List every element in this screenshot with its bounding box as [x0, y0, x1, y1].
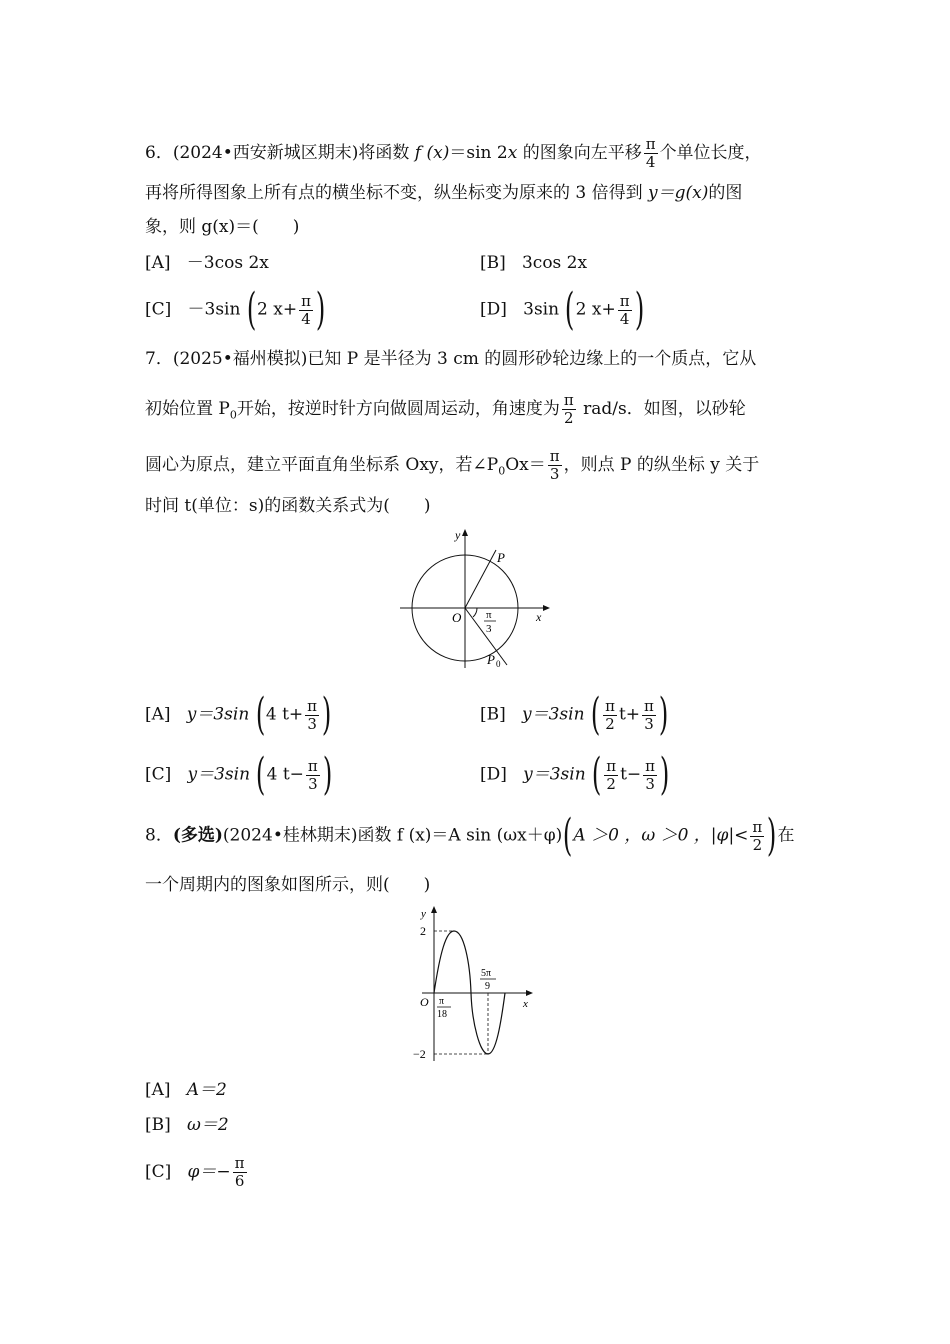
x-tick2-den: 9	[485, 981, 490, 992]
y-label: y	[455, 528, 461, 542]
q7-circle-figure	[395, 528, 555, 673]
option-text: 4 t+	[265, 704, 304, 725]
q6-x: x	[507, 143, 518, 163]
fraction: $\frac{\pi}{4}$	[645, 135, 656, 171]
q7-option-a[interactable]	[145, 689, 332, 740]
fraction: $\frac{\pi}{2}$	[752, 817, 763, 854]
ray-op	[465, 550, 496, 608]
x-label: x	[523, 998, 528, 1010]
q8-sine-figure	[408, 903, 538, 1063]
q6-text: 将函数	[358, 143, 415, 163]
option-text: 2 x+	[575, 299, 616, 320]
option-text: 2 x+	[257, 299, 298, 320]
q7-number: 7．	[145, 349, 173, 369]
option-text: φ＝−	[187, 1162, 231, 1182]
paren: )	[322, 749, 333, 800]
paren: )	[315, 284, 326, 335]
option-label: [C]	[145, 764, 172, 785]
option-text: t−	[620, 764, 642, 785]
fraction: $\frac{\pi}{2}$	[605, 696, 615, 733]
q8-number: 8．	[145, 825, 173, 846]
q7-line4: 时间 t(单位：s)的函数关系式为( )	[145, 496, 431, 516]
q7-text: 开始，按逆时针方向做圆周运动，角速度为	[236, 399, 560, 419]
q6-option-c[interactable]	[145, 284, 326, 335]
q6-option-b[interactable]	[480, 251, 587, 275]
option-label: [A]	[145, 704, 171, 725]
q7-text: ，则点 P 的纵坐标 y 关于	[563, 455, 760, 475]
fraction: $\frac{\pi}{6}$	[234, 1154, 245, 1190]
q6-text: ＝sin 2	[449, 143, 508, 163]
fraction: $\frac{\pi}{3}$	[307, 696, 318, 733]
paren: )	[658, 689, 669, 740]
subscript: 0	[229, 408, 237, 422]
paren: )	[634, 284, 644, 335]
fraction: $\frac{\pi}{4}$	[619, 291, 630, 328]
x-axis-arrow	[526, 990, 533, 996]
option-label: [D]	[480, 764, 507, 785]
option-text: 3sin	[523, 299, 560, 320]
option-text: y＝3sin	[186, 704, 250, 725]
option-label: [B]	[145, 1115, 171, 1135]
paren: )	[767, 810, 777, 861]
option-label: [B]	[480, 704, 506, 725]
q7-source: (2025•福州模拟)	[172, 349, 308, 369]
x-axis-arrow	[543, 605, 550, 611]
q6-line3: 象，则 g(x)＝( )	[145, 217, 300, 237]
y-tick-top: 2	[420, 924, 426, 938]
q8-tag: (多选)	[172, 825, 223, 846]
option-text: y＝3sin	[523, 764, 586, 785]
q6-text: 的图	[708, 183, 743, 203]
fraction: $\frac{\pi}{3}$	[644, 696, 654, 733]
angle-label-num: π	[486, 609, 492, 621]
q6-text: 的图象向左平移	[517, 143, 642, 163]
q7-option-c[interactable]	[145, 749, 333, 800]
option-label: [A]	[145, 1080, 171, 1100]
q8-option-b[interactable]	[145, 1113, 229, 1137]
option-text: y＝3sin	[187, 764, 251, 785]
paren: (	[565, 284, 575, 335]
q7-line3	[145, 448, 759, 483]
y-axis-arrow	[462, 529, 468, 536]
point-p0-subscript: 0	[496, 659, 501, 669]
q8-condition: A ＞0 ，ω ＞0 ，|φ|<	[573, 825, 749, 846]
x-tick2-num: 5π	[481, 968, 492, 979]
q7-text: 已知 P 是半径为 3 cm 的圆形砂轮边缘上的一个质点，它从	[307, 349, 757, 369]
paren: (	[255, 689, 266, 740]
paren: (	[591, 749, 602, 800]
option-text: t+	[618, 704, 641, 725]
q6-line2	[145, 181, 742, 205]
angle-label-den: 3	[486, 623, 492, 635]
fraction: $\frac{\pi}{3}$	[645, 756, 656, 793]
q8-source: (2024•桂林期末)	[222, 825, 358, 846]
origin-label: O	[452, 610, 462, 625]
option-text: －3sin	[187, 299, 241, 320]
paren: )	[659, 749, 670, 800]
fraction: $\frac{\pi}{3}$	[549, 447, 560, 483]
paren: (	[256, 749, 266, 800]
option-label: [B]	[480, 253, 506, 273]
y-tick-bottom: −2	[413, 1047, 426, 1061]
q8-option-c[interactable]	[145, 1155, 249, 1190]
option-label: [D]	[480, 299, 507, 320]
paren: (	[563, 810, 573, 861]
angle-arc	[473, 608, 477, 617]
q6-fx: f (x)	[414, 143, 450, 163]
q6-source: (2024•西安新城区期末)	[172, 143, 359, 163]
q6-text: 再将所得图象上所有点的横坐标不变，纵坐标变为原来的 3 倍得到	[145, 183, 649, 203]
paren: )	[321, 689, 332, 740]
x-label: x	[536, 610, 542, 624]
x-tick1-num: π	[439, 996, 445, 1007]
subscript: 0	[498, 464, 506, 478]
q8-text: 在	[777, 825, 795, 846]
option-label: [C]	[145, 1162, 172, 1182]
q8-option-a[interactable]	[145, 1078, 227, 1102]
point-p-label: P	[497, 550, 505, 565]
q7-option-d[interactable]	[480, 749, 670, 800]
option-text: 3cos 2x	[521, 253, 588, 273]
option-text: 4 t−	[266, 764, 304, 785]
q7-text: 圆心为原点，建立平面直角坐标系 Oxy，若∠P	[145, 455, 499, 475]
option-text: y＝3sin	[521, 704, 585, 725]
q6-text: 个单位长度，	[659, 143, 762, 163]
origin-label: O	[420, 995, 429, 1009]
fraction: $\frac{\pi}{2}$	[606, 756, 617, 793]
q7-text: Ox＝	[505, 455, 546, 475]
fraction: $\frac{\pi}{4}$	[301, 291, 311, 328]
option-text: A＝2	[186, 1080, 227, 1100]
q7-text: rad/s．如图，以砂轮	[577, 399, 746, 419]
fraction: $\frac{\pi}{2}$	[563, 391, 574, 427]
paren: (	[590, 689, 601, 740]
paren: (	[246, 284, 257, 335]
q7-option-b[interactable]	[480, 689, 669, 740]
option-label: [A]	[145, 253, 171, 273]
q6-gx: y＝g(x)	[648, 183, 709, 203]
q7-line2	[145, 392, 746, 427]
q7-line1	[145, 347, 756, 371]
point-p0-label: P	[487, 652, 495, 667]
q6-number: 6．	[145, 143, 173, 163]
q7-text: 初始位置 P	[145, 399, 230, 419]
option-text: ω＝2	[186, 1115, 229, 1135]
x-tick1-den: 18	[437, 1009, 447, 1020]
q8-line2: 一个周期内的图象如图所示，则( )	[145, 875, 431, 895]
q6-option-d[interactable]	[480, 284, 645, 335]
y-label: y	[421, 908, 426, 920]
q6-line1	[145, 136, 762, 171]
y-axis-arrow	[431, 906, 437, 913]
q8-line1	[145, 810, 795, 861]
q8-text: 函数 f (x)＝A sin (ωx＋φ)	[357, 825, 563, 846]
option-text: －3cos 2x	[186, 253, 269, 273]
option-label: [C]	[145, 299, 172, 320]
q6-option-a[interactable]	[145, 251, 269, 275]
fraction: $\frac{\pi}{3}$	[307, 756, 318, 793]
